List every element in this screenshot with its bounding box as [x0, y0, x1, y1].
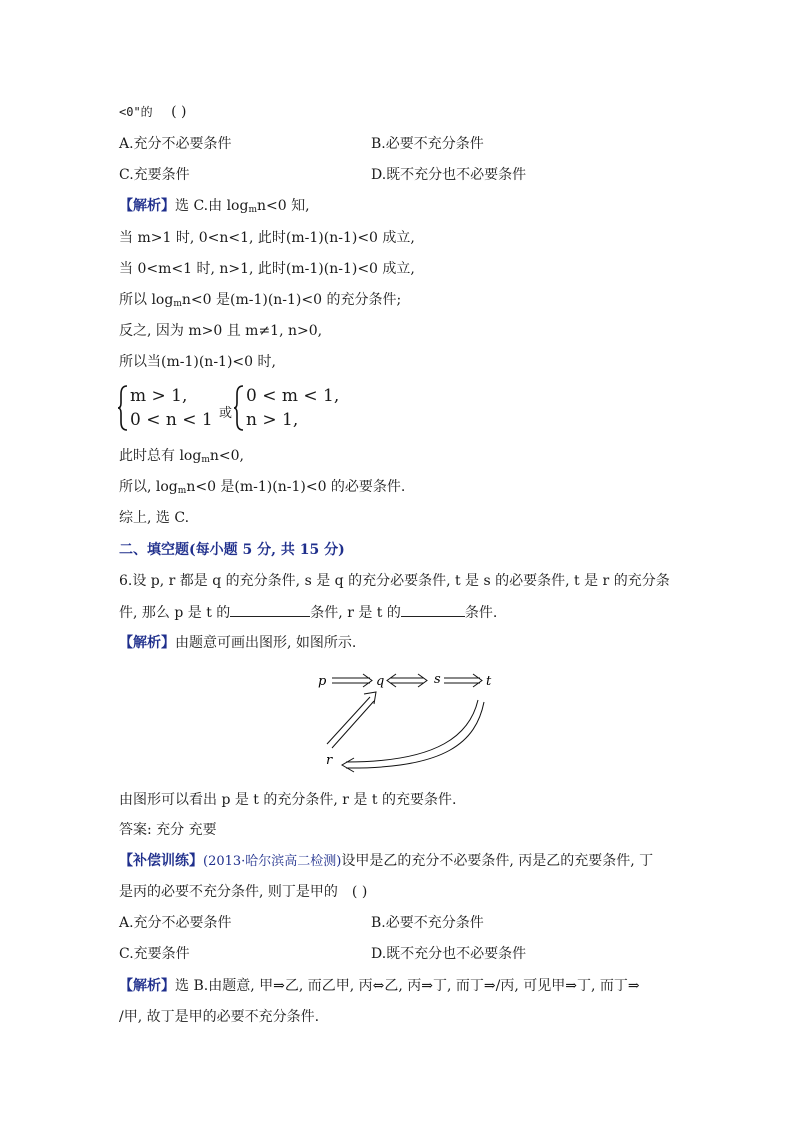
q5-solution-line-8: 所以, $\log_mn<0$ 是(m-1)(n-1)<0 的必要条件. — [119, 479, 406, 496]
arrow-r-to-q — [327, 692, 376, 748]
q5-solution-line-6: 所以当(m-1)(n-1)<0 时, — [119, 354, 276, 370]
q5-option-a: A.充分不必要条件 — [119, 136, 232, 152]
supp-stem-line-2: 是丙的必要不充分条件, 则丁是甲的 ( ) — [119, 884, 368, 900]
supp-stem-line-1: 【补偿训练】(2013·哈尔滨高二检测)设甲是乙的充分不必要条件, 丙是乙的充要条件, 丁 — [119, 853, 654, 869]
system-or: 或 — [219, 406, 233, 421]
node-p: p — [318, 674, 327, 689]
answer-blank-2[interactable] — [401, 602, 465, 617]
q5-solution-line-7: 此时总有 $\log_mn<0$, — [119, 448, 244, 465]
q6-stem-line-2: 件, 那么 p 是 t 的 条件, r 是 t 的 条件. — [119, 602, 497, 623]
system-left-row-1: m > 1, — [130, 386, 188, 406]
supp-solution-line-1: 【解析】选 B.由题意, 甲⇒乙, 而乙甲, 丙⇔乙, 丙⇒丁, 而丁⇒/丙, 可见甲⇒丁, 而丁⇒ — [119, 978, 640, 994]
arrow-q-s-both — [387, 674, 427, 687]
section-title: 二、填空题(每小题 5 分, 共 15 分) — [119, 542, 345, 558]
implication-diagram — [300, 664, 510, 784]
supp-option-c: C.充要条件 — [119, 946, 190, 962]
q6-answer: 答案: 充分 充要 — [119, 822, 217, 838]
q5-solution-line-3: 当 0<m<1 时, n>1, 此时(m-1)(n-1)<0 成立, — [119, 261, 415, 277]
system-right-row-1: 0 < m < 1, — [246, 386, 340, 406]
node-s: s — [434, 672, 441, 687]
answer-blank-1[interactable] — [230, 602, 310, 617]
q6-stem-line-1: 6.设 p, r 都是 q 的充分条件, s 是 q 的充分必要条件, t 是 s 的必要条件, t 是 r 的充分条 — [119, 573, 670, 589]
q5-solution-line-5: 反之, 因为 m>0 且 m≠1, n>0, — [119, 323, 323, 339]
supp-option-d: D.既不充分也不必要条件 — [371, 946, 527, 962]
q5-stem-tail: <0"的 ( ) — [119, 104, 187, 120]
q6-solution-line-2: 由图形可以看出 p 是 t 的充分条件, r 是 t 的充要条件. — [119, 792, 457, 808]
left-brace-icon — [117, 384, 129, 432]
node-r: r — [326, 753, 333, 768]
arrow-s-to-t — [444, 674, 482, 687]
supp-option-a: A.充分不必要条件 — [119, 915, 232, 931]
q5-solution-line-1: 【解析】选 C.由 $\log_mn<0$ 知, — [119, 198, 310, 215]
q5-solution-line-2: 当 m>1 时, 0<n<1, 此时(m-1)(n-1)<0 成立, — [119, 230, 415, 246]
node-t: t — [486, 674, 492, 689]
q5-solution-line-4: 所以 $\log_mn<0$ 是(m-1)(n-1)<0 的充分条件; — [119, 292, 402, 309]
q5-option-c: C.充要条件 — [119, 167, 190, 183]
q6-solution-line-1: 【解析】由题意可画出图形, 如图所示. — [119, 635, 357, 651]
system-left-row-2: 0 < n < 1 — [130, 410, 213, 430]
right-brace-icon — [233, 384, 245, 432]
q5-option-d: D.既不充分也不必要条件 — [371, 167, 527, 183]
node-q: q — [376, 674, 385, 689]
system-right-row-2: n > 1, — [246, 410, 299, 430]
arrow-p-to-q — [332, 674, 372, 687]
arrow-t-to-r — [342, 700, 484, 772]
q5-option-b: B.必要不充分条件 — [371, 136, 484, 152]
supp-solution-line-2: /甲, 故丁是甲的必要不充分条件. — [119, 1009, 320, 1025]
q5-solution-line-9: 综上, 选 C. — [119, 510, 190, 526]
supp-option-b: B.必要不充分条件 — [371, 915, 484, 931]
